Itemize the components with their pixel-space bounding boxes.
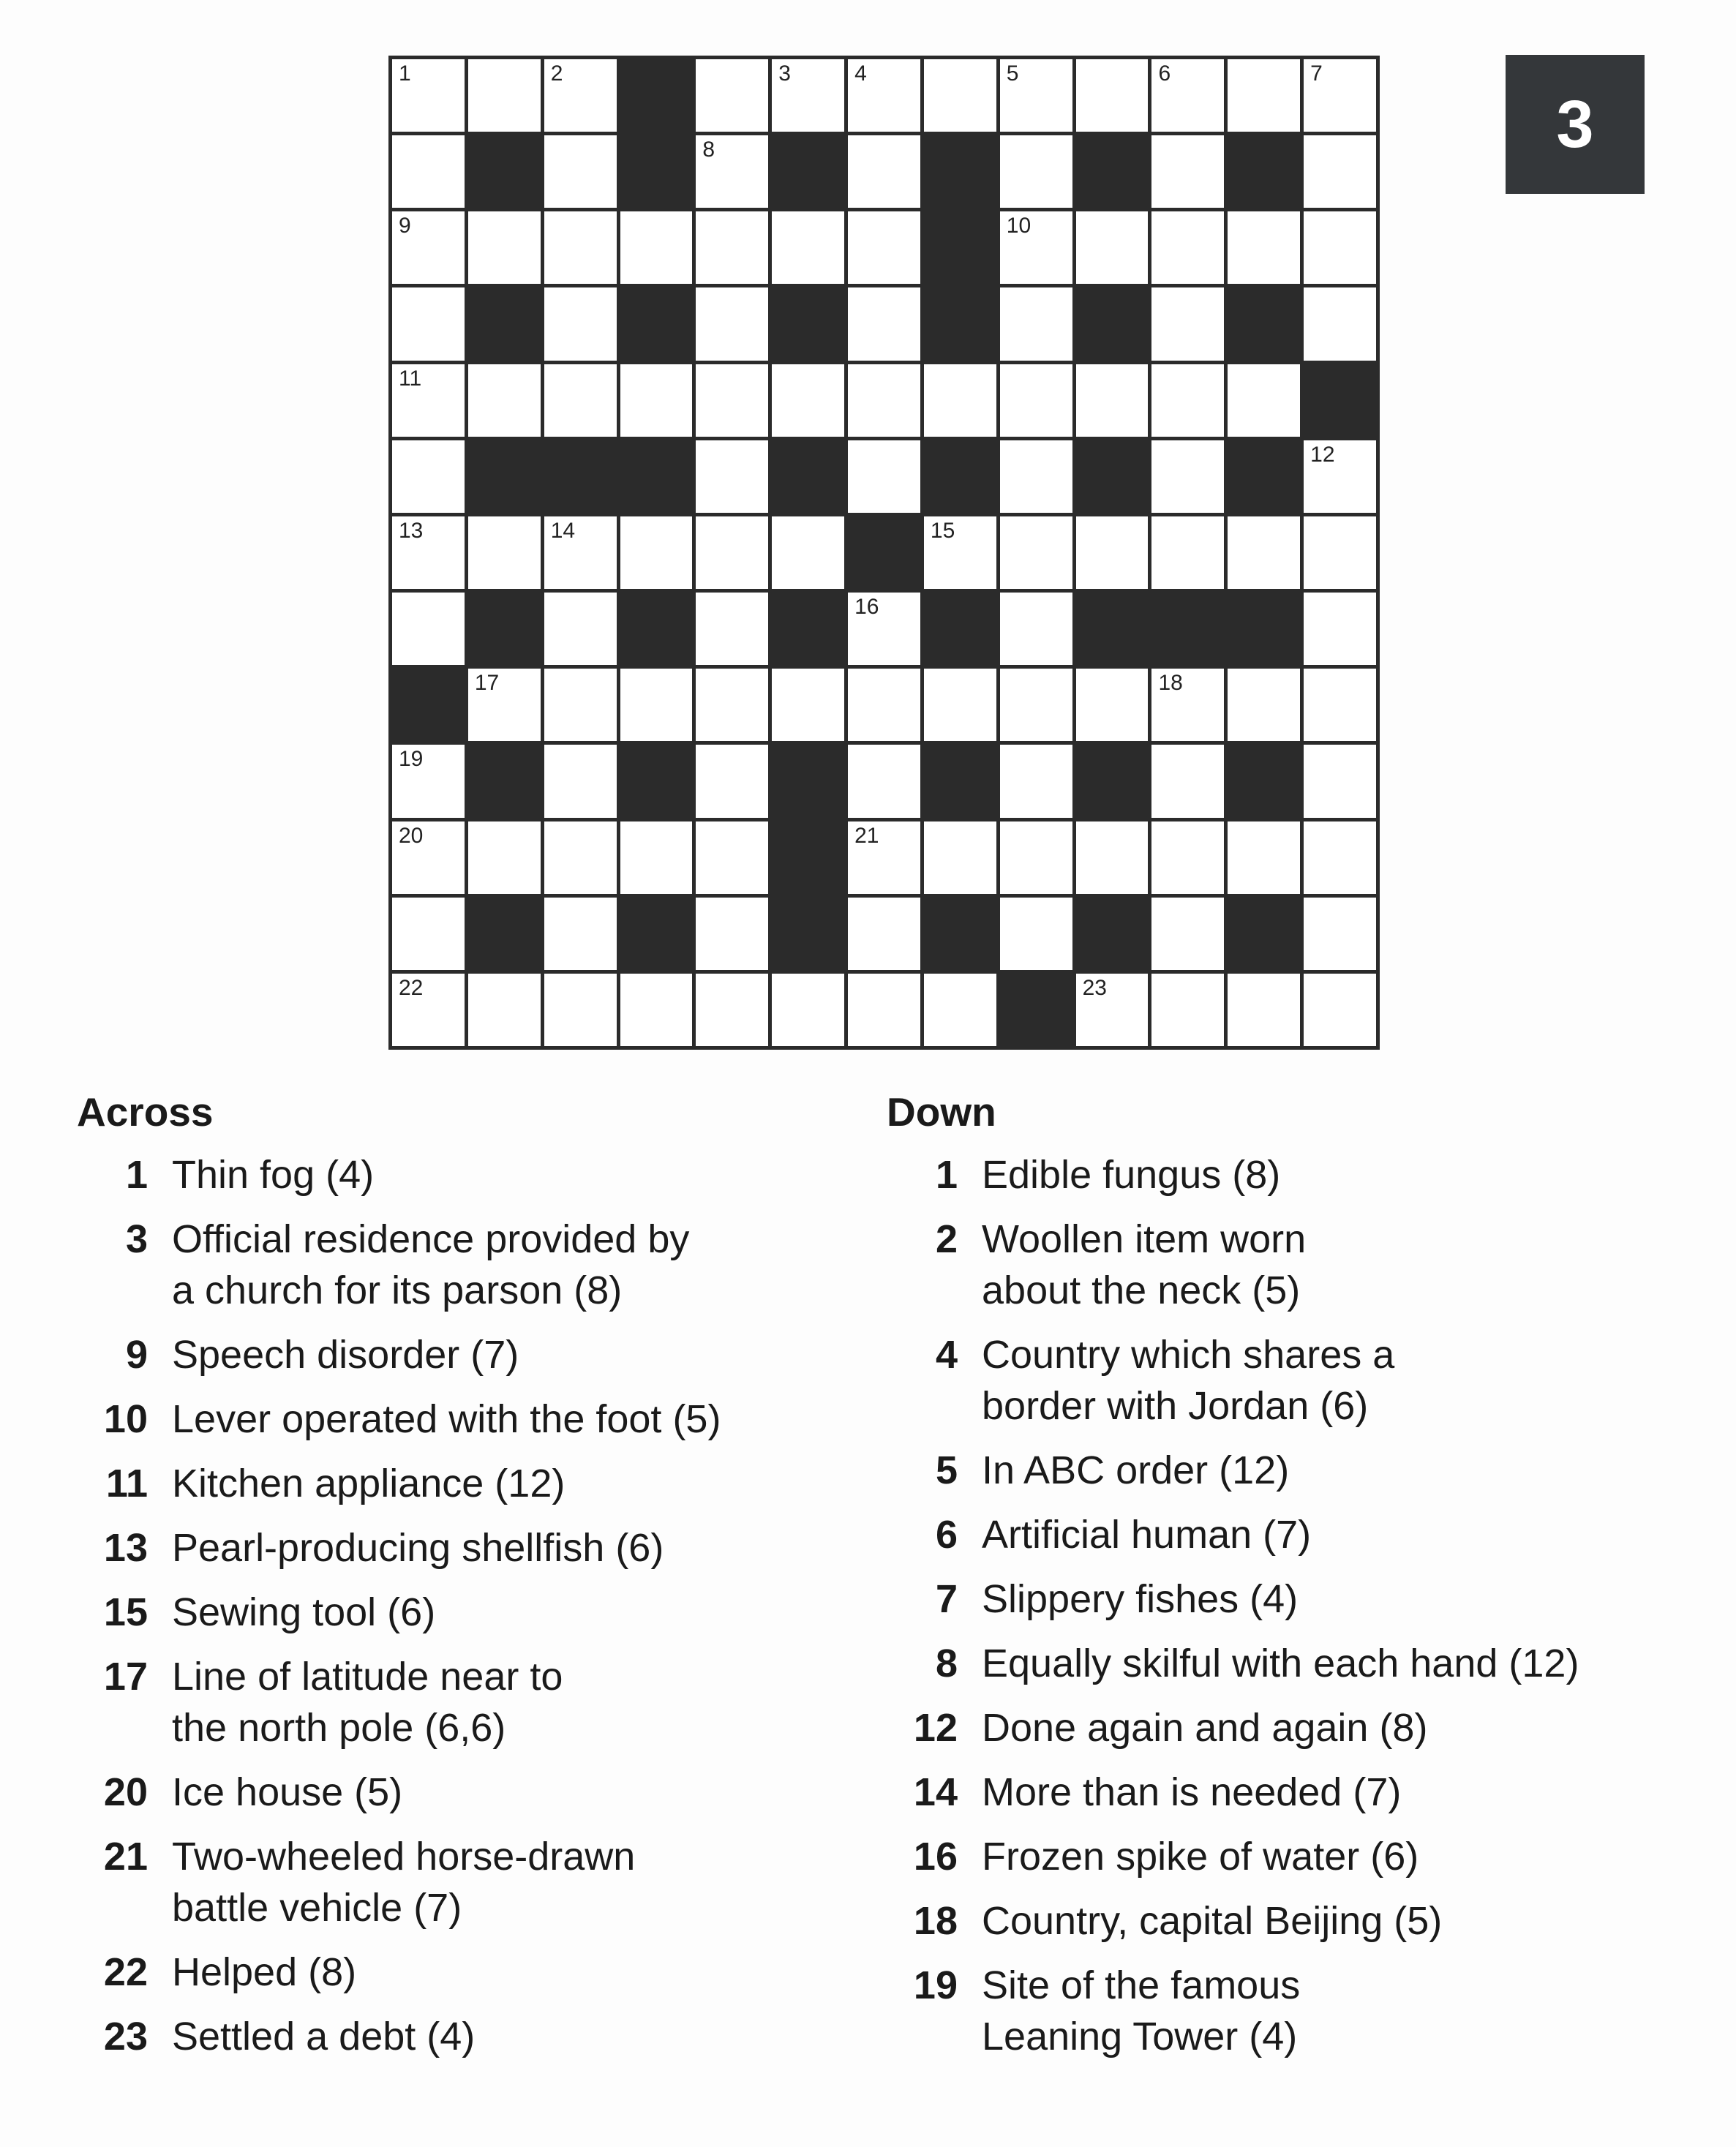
grid-white-square[interactable] <box>468 516 541 589</box>
grid-white-square[interactable] <box>696 59 768 132</box>
clue-number-label: 19 <box>399 747 424 772</box>
grid-white-square[interactable] <box>1304 898 1376 970</box>
grid-white-square[interactable] <box>1304 287 1376 360</box>
grid-white-square[interactable] <box>696 516 768 589</box>
clue-number: 23 <box>103 2014 148 2058</box>
grid-white-square[interactable] <box>1304 135 1376 208</box>
clue-text: Done again and again (8) <box>982 1705 1428 1750</box>
grid-black-square <box>620 135 693 208</box>
grid-black-square <box>1076 135 1149 208</box>
grid-white-square[interactable] <box>696 669 768 741</box>
grid-white-square[interactable] <box>696 440 768 513</box>
clue-number-label: 9 <box>399 214 411 238</box>
grid-white-square[interactable] <box>620 669 693 741</box>
grid-white-square[interactable] <box>1304 821 1376 894</box>
grid-white-square[interactable] <box>1076 669 1149 741</box>
grid-black-square <box>1304 364 1376 437</box>
clue-number-label: 3 <box>778 61 791 86</box>
grid-white-square[interactable] <box>392 974 465 1046</box>
down-clue <box>887 1214 1713 1316</box>
clue-text: Line of latitude near to the north pole (6,6) <box>172 1654 563 1750</box>
grid-white-square[interactable] <box>392 364 465 437</box>
clue-text: Equally skilful with each hand (12) <box>982 1641 1579 1685</box>
across-clue <box>77 1947 808 1998</box>
clue-number: 14 <box>913 1770 958 1814</box>
grid-white-square[interactable] <box>1076 211 1149 284</box>
grid-black-square <box>772 745 844 817</box>
clue-number: 6 <box>935 1512 958 1557</box>
grid-white-square[interactable] <box>848 135 920 208</box>
grid-white-square[interactable] <box>1304 669 1376 741</box>
grid-black-square <box>620 593 693 665</box>
grid-black-square <box>772 287 844 360</box>
down-clues <box>887 1090 1713 2075</box>
clue-text: Country which shares a border with Jordan (6) <box>982 1332 1395 1428</box>
grid-black-square <box>468 287 541 360</box>
grid-white-square[interactable] <box>468 364 541 437</box>
grid-white-square[interactable] <box>1151 211 1224 284</box>
grid-white-square[interactable] <box>468 669 541 741</box>
grid-black-square <box>620 898 693 970</box>
grid-white-square[interactable] <box>1151 364 1224 437</box>
grid-white-square[interactable] <box>1228 59 1300 132</box>
grid-white-square[interactable] <box>1000 669 1072 741</box>
grid-white-square[interactable] <box>1304 211 1376 284</box>
clue-number-label: 7 <box>1310 61 1323 86</box>
across-clue <box>77 1394 808 1445</box>
grid-black-square <box>620 287 693 360</box>
across-clue <box>77 1214 808 1316</box>
grid-black-square <box>924 211 996 284</box>
grid-white-square[interactable] <box>468 974 541 1046</box>
grid-black-square <box>924 898 996 970</box>
grid-white-square[interactable] <box>544 135 617 208</box>
clue-text: Kitchen appliance (12) <box>172 1461 565 1505</box>
clue-number: 18 <box>913 1898 958 1943</box>
grid-white-square[interactable] <box>848 59 920 132</box>
clue-number: 8 <box>935 1641 958 1685</box>
across-clue <box>77 2011 808 2062</box>
page-number-badge: 3 <box>1506 55 1645 194</box>
grid-white-square[interactable] <box>924 669 996 741</box>
grid-black-square <box>1228 287 1300 360</box>
clue-text: Edible fungus (8) <box>982 1152 1281 1197</box>
grid-white-square[interactable] <box>1000 516 1072 589</box>
grid-white-square[interactable] <box>848 287 920 360</box>
grid-black-square <box>772 135 844 208</box>
crossword-grid <box>388 56 1380 1050</box>
grid-white-square[interactable] <box>1228 516 1300 589</box>
grid-white-square[interactable] <box>392 821 465 894</box>
clue-text: Site of the famous Leaning Tower (4) <box>982 1963 1301 2058</box>
clue-number: 1 <box>125 1152 148 1197</box>
clue-number-label: 8 <box>702 138 715 162</box>
grid-white-square[interactable] <box>1151 821 1224 894</box>
grid-white-square[interactable] <box>1000 745 1072 817</box>
grid-white-square[interactable] <box>620 364 693 437</box>
clue-number-label: 5 <box>1006 61 1019 86</box>
grid-white-square[interactable] <box>1304 516 1376 589</box>
grid-white-square[interactable] <box>848 440 920 513</box>
grid-white-square[interactable] <box>1000 59 1072 132</box>
grid-white-square[interactable] <box>1076 364 1149 437</box>
clue-number: 4 <box>935 1332 958 1377</box>
clue-number-label: 4 <box>854 61 867 86</box>
grid-black-square <box>924 135 996 208</box>
grid-white-square[interactable] <box>696 898 768 970</box>
grid-white-square[interactable] <box>696 364 768 437</box>
grid-black-square <box>772 821 844 894</box>
across-heading: Across <box>77 1089 214 1135</box>
grid-white-square[interactable] <box>1000 440 1072 513</box>
clue-text: Country, capital Beijing (5) <box>982 1898 1443 1943</box>
grid-white-square[interactable] <box>392 745 465 817</box>
grid-white-square[interactable] <box>1228 821 1300 894</box>
clue-number: 21 <box>103 1834 148 1879</box>
clue-text: Frozen spike of water (6) <box>982 1834 1419 1879</box>
grid-white-square[interactable] <box>392 440 465 513</box>
grid-white-square[interactable] <box>1304 593 1376 665</box>
grid-white-square[interactable] <box>1000 821 1072 894</box>
grid-white-square[interactable] <box>1228 974 1300 1046</box>
across-clue <box>77 1329 808 1380</box>
clue-number-label: 14 <box>550 518 576 543</box>
clue-number-label: 22 <box>399 975 424 1000</box>
grid-black-square <box>924 440 996 513</box>
grid-white-square[interactable] <box>620 211 693 284</box>
grid-white-square[interactable] <box>772 211 844 284</box>
grid-black-square <box>468 898 541 970</box>
grid-white-square[interactable] <box>1000 211 1072 284</box>
grid-white-square[interactable] <box>1000 135 1072 208</box>
grid-white-square[interactable] <box>924 59 996 132</box>
grid-white-square[interactable] <box>1151 745 1224 817</box>
clue-number: 16 <box>913 1834 958 1879</box>
clue-text: Official residence provided by a church for its parson (8) <box>172 1217 690 1312</box>
clue-text: Helped (8) <box>172 1949 357 1994</box>
across-clue <box>77 1522 808 1573</box>
clue-number: 3 <box>125 1217 148 1261</box>
clue-text: Two-wheeled horse-drawn battle vehicle (7) <box>172 1834 636 1930</box>
clue-text: Pearl-producing shellfish (6) <box>172 1525 664 1570</box>
grid-white-square[interactable] <box>1228 211 1300 284</box>
grid-white-square[interactable] <box>1000 287 1072 360</box>
grid-white-square[interactable] <box>696 821 768 894</box>
grid-white-square[interactable] <box>392 211 465 284</box>
grid-white-square[interactable] <box>848 669 920 741</box>
across-clue <box>77 1587 808 1638</box>
grid-white-square[interactable] <box>772 669 844 741</box>
grid-white-square[interactable] <box>1151 59 1224 132</box>
grid-white-square[interactable] <box>544 211 617 284</box>
grid-white-square[interactable] <box>696 287 768 360</box>
grid-white-square[interactable] <box>392 59 465 132</box>
grid-white-square[interactable] <box>1151 440 1224 513</box>
grid-white-square[interactable] <box>1000 593 1072 665</box>
grid-white-square[interactable] <box>696 745 768 817</box>
clue-text: Settled a debt (4) <box>172 2014 476 2058</box>
grid-white-square[interactable] <box>1151 974 1224 1046</box>
grid-black-square <box>924 745 996 817</box>
clue-number-label: 12 <box>1310 442 1335 467</box>
clue-number-label: 1 <box>399 61 411 86</box>
grid-white-square[interactable] <box>468 59 541 132</box>
grid-white-square[interactable] <box>772 59 844 132</box>
grid-white-square[interactable] <box>1304 745 1376 817</box>
grid-black-square <box>772 440 844 513</box>
grid-white-square[interactable] <box>1076 974 1149 1046</box>
grid-white-square[interactable] <box>848 974 920 1046</box>
grid-black-square <box>1228 745 1300 817</box>
grid-white-square[interactable] <box>848 211 920 284</box>
clue-text: Woollen item worn about the neck (5) <box>982 1217 1307 1312</box>
clue-number: 13 <box>103 1525 148 1570</box>
down-clue <box>887 1702 1713 1753</box>
clue-number: 19 <box>913 1963 958 2007</box>
clue-number-label: 18 <box>1158 671 1183 696</box>
grid-black-square <box>1076 898 1149 970</box>
grid-black-square <box>468 440 541 513</box>
grid-white-square[interactable] <box>1304 440 1376 513</box>
grid-white-square[interactable] <box>468 211 541 284</box>
down-clue <box>887 1960 1713 2062</box>
grid-white-square[interactable] <box>544 516 617 589</box>
grid-black-square <box>1228 898 1300 970</box>
grid-black-square <box>924 287 996 360</box>
clue-number: 15 <box>103 1590 148 1634</box>
grid-black-square <box>392 669 465 741</box>
down-clue <box>887 1573 1713 1625</box>
clue-number-label: 15 <box>930 518 955 543</box>
clue-text: Ice house (5) <box>172 1770 403 1814</box>
grid-white-square[interactable] <box>544 669 617 741</box>
grid-white-square[interactable] <box>924 364 996 437</box>
clue-text: Artificial human (7) <box>982 1512 1312 1557</box>
across-clue <box>77 1458 808 1509</box>
grid-white-square[interactable] <box>1076 59 1149 132</box>
clue-number-label: 13 <box>399 518 424 543</box>
grid-white-square[interactable] <box>772 364 844 437</box>
clue-number: 1 <box>935 1152 958 1197</box>
grid-white-square[interactable] <box>1151 898 1224 970</box>
clue-number: 7 <box>935 1576 958 1621</box>
grid-white-square[interactable] <box>392 135 465 208</box>
clue-number-label: 10 <box>1006 214 1032 238</box>
grid-white-square[interactable] <box>924 516 996 589</box>
grid-white-square[interactable] <box>1000 898 1072 970</box>
grid-white-square[interactable] <box>392 516 465 589</box>
grid-black-square <box>620 59 693 132</box>
down-clue <box>887 1509 1713 1560</box>
grid-white-square[interactable] <box>544 898 617 970</box>
grid-white-square[interactable] <box>1151 669 1224 741</box>
grid-white-square[interactable] <box>1076 516 1149 589</box>
grid-black-square <box>620 745 693 817</box>
grid-black-square <box>1151 593 1224 665</box>
grid-white-square[interactable] <box>924 974 996 1046</box>
grid-white-square[interactable] <box>1304 974 1376 1046</box>
grid-black-square <box>1228 440 1300 513</box>
grid-black-square <box>1076 745 1149 817</box>
clue-number-label: 11 <box>399 366 422 391</box>
grid-black-square <box>1076 593 1149 665</box>
grid-white-square[interactable] <box>848 745 920 817</box>
down-clue <box>887 1831 1713 1882</box>
grid-white-square[interactable] <box>544 59 617 132</box>
grid-black-square <box>544 440 617 513</box>
grid-white-square[interactable] <box>1304 59 1376 132</box>
grid-white-square[interactable] <box>848 364 920 437</box>
clue-number-label: 23 <box>1082 975 1107 1000</box>
grid-white-square[interactable] <box>848 593 920 665</box>
grid-black-square <box>468 745 541 817</box>
grid-white-square[interactable] <box>1228 364 1300 437</box>
grid-black-square <box>1000 974 1072 1046</box>
clue-number: 17 <box>103 1654 148 1699</box>
across-clue <box>77 1767 808 1818</box>
grid-white-square[interactable] <box>1076 821 1149 894</box>
grid-white-square[interactable] <box>696 211 768 284</box>
clue-number-label: 17 <box>474 671 500 696</box>
down-clue <box>887 1329 1713 1432</box>
grid-black-square <box>772 593 844 665</box>
grid-white-square[interactable] <box>392 593 465 665</box>
down-clue <box>887 1767 1713 1818</box>
across-clues <box>77 1090 808 2075</box>
grid-white-square[interactable] <box>1000 364 1072 437</box>
clue-text: Slippery fishes (4) <box>982 1576 1299 1621</box>
clue-number-label: 2 <box>550 61 563 86</box>
grid-white-square[interactable] <box>696 135 768 208</box>
grid-white-square[interactable] <box>468 821 541 894</box>
clue-number: 5 <box>935 1448 958 1492</box>
clue-number: 2 <box>935 1217 958 1261</box>
grid-white-square[interactable] <box>392 898 465 970</box>
clue-number: 10 <box>103 1396 148 1441</box>
grid-white-square[interactable] <box>544 364 617 437</box>
across-clue <box>77 1831 808 1933</box>
clue-text: Speech disorder (7) <box>172 1332 519 1377</box>
down-clue <box>887 1638 1713 1689</box>
grid-white-square[interactable] <box>620 974 693 1046</box>
clue-number: 9 <box>125 1332 148 1377</box>
clue-number-label: 21 <box>854 823 879 848</box>
grid-white-square[interactable] <box>620 516 693 589</box>
clue-text: Lever operated with the foot (5) <box>172 1396 721 1441</box>
down-clue <box>887 1149 1713 1200</box>
clue-number: 20 <box>103 1770 148 1814</box>
down-clue <box>887 1445 1713 1496</box>
grid-white-square[interactable] <box>924 821 996 894</box>
grid-white-square[interactable] <box>544 287 617 360</box>
grid-white-square[interactable] <box>544 745 617 817</box>
clue-number-label: 16 <box>854 595 879 620</box>
down-clue <box>887 1895 1713 1947</box>
grid-white-square[interactable] <box>696 974 768 1046</box>
across-clue <box>77 1651 808 1753</box>
grid-white-square[interactable] <box>848 821 920 894</box>
across-clue <box>77 1149 808 1200</box>
grid-white-square[interactable] <box>544 821 617 894</box>
grid-black-square <box>1228 593 1300 665</box>
grid-white-square[interactable] <box>1151 516 1224 589</box>
grid-white-square[interactable] <box>1151 135 1224 208</box>
clue-text: In ABC order (12) <box>982 1448 1290 1492</box>
grid-white-square[interactable] <box>1228 669 1300 741</box>
grid-white-square[interactable] <box>772 516 844 589</box>
grid-white-square[interactable] <box>544 974 617 1046</box>
grid-white-square[interactable] <box>696 593 768 665</box>
grid-black-square <box>1228 135 1300 208</box>
grid-white-square[interactable] <box>620 821 693 894</box>
clue-text: Thin fog (4) <box>172 1152 375 1197</box>
grid-black-square <box>1076 287 1149 360</box>
down-heading: Down <box>887 1089 996 1135</box>
grid-black-square <box>772 898 844 970</box>
clue-number: 12 <box>913 1705 958 1750</box>
clue-number: 22 <box>103 1949 148 1994</box>
grid-white-square[interactable] <box>1151 287 1224 360</box>
grid-white-square[interactable] <box>392 287 465 360</box>
grid-white-square[interactable] <box>544 593 617 665</box>
clue-number-label: 20 <box>399 823 424 848</box>
grid-black-square <box>468 135 541 208</box>
grid-black-square <box>620 440 693 513</box>
grid-black-square <box>468 593 541 665</box>
grid-black-square <box>1076 440 1149 513</box>
clue-text: More than is needed (7) <box>982 1770 1402 1814</box>
clue-number-label: 6 <box>1158 61 1171 86</box>
clue-text: Sewing tool (6) <box>172 1590 436 1634</box>
grid-black-square <box>848 516 920 589</box>
clue-number: 11 <box>105 1461 148 1505</box>
grid-white-square[interactable] <box>772 974 844 1046</box>
grid-black-square <box>924 593 996 665</box>
grid-white-square[interactable] <box>848 898 920 970</box>
